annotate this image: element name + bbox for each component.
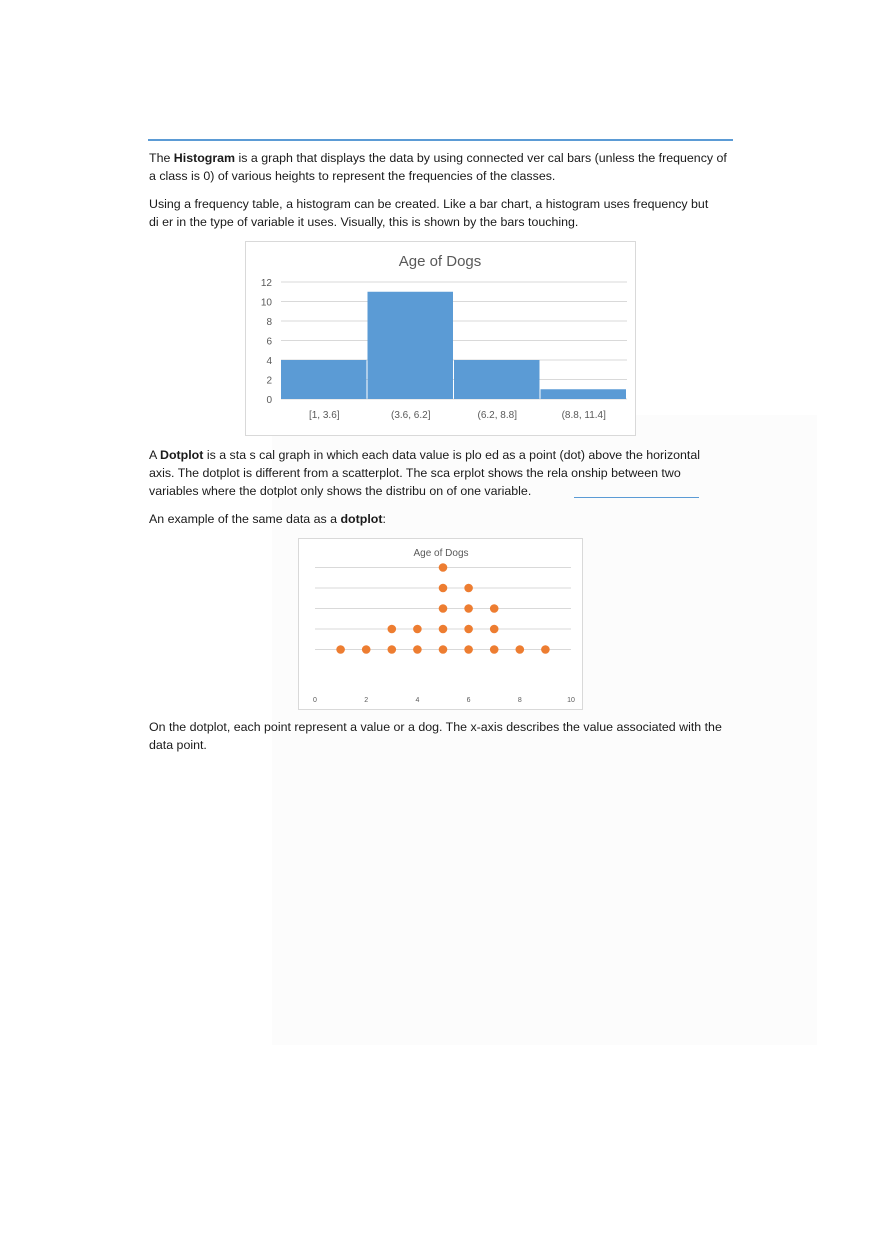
- dot: [336, 645, 345, 654]
- frequency-table-line-2: di er in the type of variable it uses. Visually, this is shown by the bars touching.: [149, 215, 579, 229]
- y-tick-label: 10: [260, 297, 272, 309]
- text-run: The: [149, 151, 174, 165]
- histogram-bar: [281, 360, 367, 399]
- term-dotplot-example: dotplot: [340, 512, 383, 526]
- dotplot-svg: [299, 539, 582, 709]
- x-tick-label: 0: [313, 697, 317, 704]
- short-rule: [574, 497, 699, 498]
- dot: [439, 563, 448, 572]
- dot: [388, 625, 397, 634]
- histogram-definition: [149, 149, 739, 185]
- x-tick-label: 8: [517, 697, 522, 704]
- x-tick-label: 6: [466, 697, 471, 704]
- text-run: A: [149, 448, 161, 462]
- y-tick-label: 8: [266, 317, 272, 328]
- y-tick-label: 2: [266, 375, 272, 387]
- histogram-chart: [245, 241, 636, 436]
- x-tick-label: 10: [567, 697, 575, 704]
- dot: [439, 604, 448, 613]
- dot: [439, 645, 448, 654]
- y-tick-label: 0: [266, 395, 272, 406]
- x-tick-label: (8.8, 11.4]: [561, 410, 606, 421]
- histogram-bar: [368, 292, 454, 399]
- frequency-table-line-1: Using a frequency table, a histogram can be created. Like a bar chart, a histogram uses frequency but: [149, 197, 709, 211]
- term-dotplot: Dotplot: [160, 448, 204, 462]
- text-run: :: [382, 512, 386, 526]
- dotplot-explanation-line-1: On the dotplot, each point represent a value or a dog. The x-axis describes the value associated with the: [149, 720, 722, 734]
- dot: [439, 625, 448, 634]
- histogram-bar: [541, 389, 627, 399]
- dot: [464, 625, 473, 634]
- example-paragraph: [149, 510, 739, 528]
- x-tick-label: 2: [364, 697, 369, 704]
- dot: [464, 584, 473, 593]
- dot: [413, 645, 422, 654]
- dot: [464, 604, 473, 613]
- x-tick-label: [1, 3.6]: [308, 410, 340, 421]
- y-tick-label: 6: [266, 336, 272, 348]
- frequency-table-paragraph: [149, 195, 724, 231]
- term-histogram: Histogram: [173, 151, 236, 165]
- example-line: [149, 510, 739, 528]
- chart-title: Age of Dogs: [413, 548, 469, 559]
- y-tick-label: 4: [266, 356, 272, 367]
- dot: [541, 645, 550, 654]
- x-tick-label: (3.6, 6.2]: [391, 410, 431, 421]
- histogram-bar: [454, 360, 540, 399]
- histogram-definition-line-2: a class is 0) of various heights to represent the frequencies of the classes.: [149, 169, 556, 183]
- dot: [362, 645, 371, 654]
- chart-title: Age of Dogs: [398, 253, 482, 270]
- y-tick-label: 12: [260, 278, 272, 289]
- histogram-definition-line-1: [149, 149, 739, 167]
- dotplot-explanation-line-2: data point.: [149, 738, 207, 752]
- dot: [490, 645, 499, 654]
- text-run: An example of the same data as a: [149, 512, 341, 526]
- dotplot-definition-line-1: [149, 446, 724, 464]
- header-rule: [148, 139, 733, 141]
- dotplot-chart: [298, 538, 583, 710]
- histogram-svg: [246, 242, 635, 435]
- dotplot-definition-line-3: variables where the dotplot only shows the distribu on of one variable.: [149, 484, 532, 498]
- dot: [490, 625, 499, 634]
- x-tick-label: 4: [415, 697, 420, 704]
- dot: [439, 584, 448, 593]
- x-tick-label: (6.2, 8.8]: [477, 410, 517, 421]
- dotplot-explanation: [149, 718, 739, 754]
- dot: [464, 645, 473, 654]
- dotplot-definition-line-2: axis. The dotplot is different from a scatterplot. The sca erplot shows the rela onship between two: [149, 466, 681, 480]
- dotplot-definition: [149, 446, 724, 500]
- dot: [388, 645, 397, 654]
- text-run: is a sta s cal graph in which each data value is plo ed as a point (dot) above the horizontal: [203, 448, 701, 462]
- dot: [490, 604, 499, 613]
- text-run: is a graph that displays the data by using connected ver cal bars (unless the frequency of: [235, 151, 727, 165]
- dot: [516, 645, 525, 654]
- dot: [413, 625, 422, 634]
